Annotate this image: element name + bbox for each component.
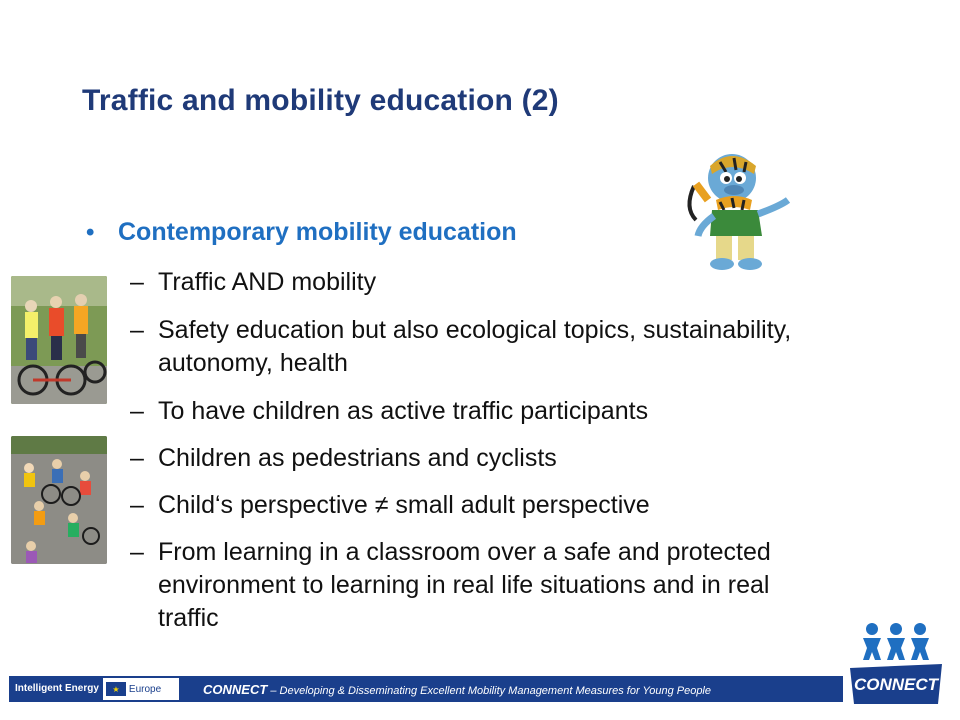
sub-item	[130, 489, 820, 522]
main-bullet-text: Contemporary mobility education	[118, 218, 517, 246]
sub-item-text: To have children as active traffic participants	[158, 397, 649, 425]
sub-item-text: Child‘s perspective ≠ small adult perspective	[158, 491, 650, 519]
logo-text: CONNECT	[853, 675, 939, 694]
footer-caption	[203, 682, 711, 697]
sub-item	[130, 314, 820, 380]
intelligent-energy-badge	[11, 678, 179, 700]
cyclists-street-photo	[11, 436, 107, 564]
main-bullet	[86, 218, 517, 247]
connect-logo	[846, 620, 946, 708]
bullet-marker: •	[86, 219, 95, 246]
dash-marker: –	[130, 444, 144, 472]
dash-marker: –	[130, 491, 144, 519]
dash-marker: –	[130, 268, 144, 296]
mascot-illustration	[676, 148, 794, 274]
sub-item-text: From learning in a classroom over a safe and protected environment to learning in real life situations and in real traffic	[158, 538, 771, 632]
ie-suffix: Europe	[128, 683, 162, 695]
sub-item-text: Children as pedestrians and cyclists	[158, 444, 557, 472]
dash-marker: –	[130, 397, 144, 425]
sub-item-text: Traffic AND mobility	[158, 268, 377, 296]
footer-bar	[9, 676, 843, 702]
sub-bullet-list	[130, 266, 820, 635]
dash-marker: –	[130, 316, 144, 344]
dash-marker: –	[130, 538, 144, 566]
footer-brand: CONNECT	[203, 681, 268, 697]
sub-item	[130, 442, 820, 475]
sub-item-text: Safety education but also ecological topics, sustainability, autonomy, health	[158, 316, 792, 377]
footer-tagline: – Developing & Disseminating Excellent Mobility Management Measures for Young People	[270, 684, 711, 697]
eu-flag-icon: ★	[106, 682, 126, 696]
sub-item	[130, 536, 820, 635]
ie-label: Intelligent Energy	[11, 678, 103, 700]
children-with-bikes-photo	[11, 276, 107, 404]
sub-item	[130, 395, 820, 428]
slide-title: Traffic and mobility education (2)	[82, 84, 559, 117]
